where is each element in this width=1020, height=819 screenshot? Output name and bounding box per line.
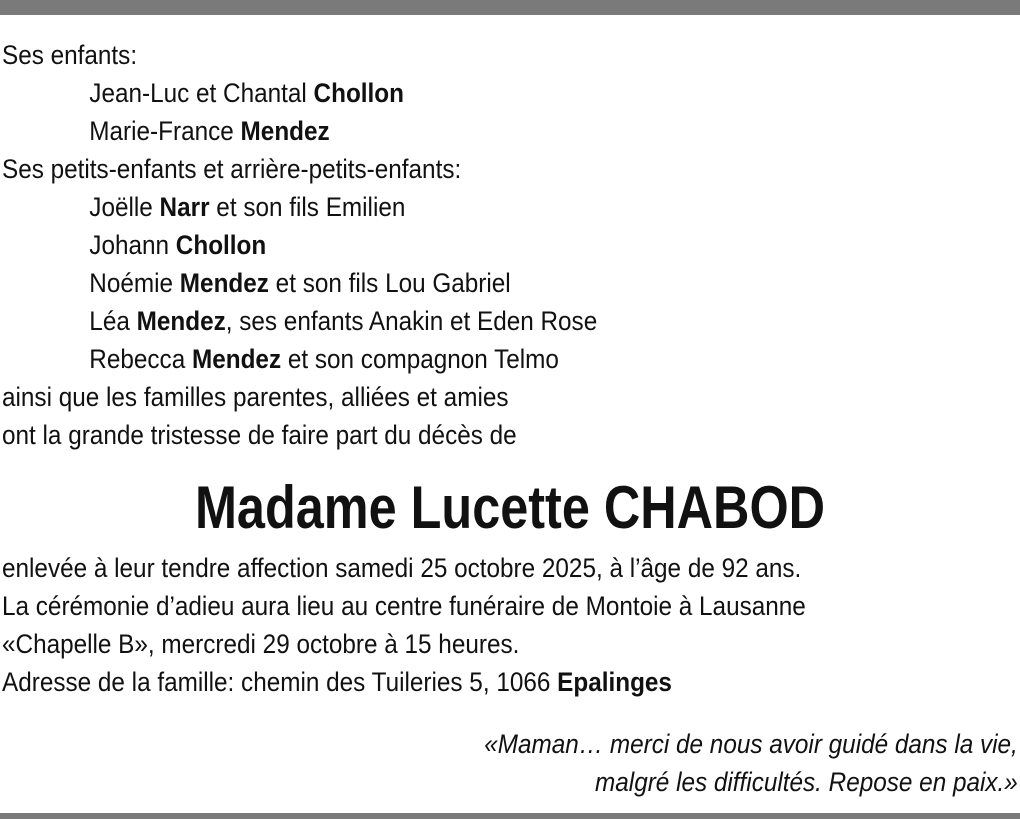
ceremony-line: «Chapelle B», mercredi 29 octobre à 15 heures.: [2, 629, 520, 659]
grandchild-note: , ses enfants Anakin et Eden Rose: [225, 306, 598, 336]
bottom-rule: [0, 813, 1020, 819]
grandchild-note: et son fils Emilien: [216, 192, 406, 222]
grandchild-family-name: Chollon: [175, 230, 267, 260]
deceased-name: Madame Lucette CHABOD: [194, 474, 826, 541]
child-family-name: Mendez: [240, 116, 330, 146]
child-entry: [2, 112, 916, 150]
grandchild-entry: [2, 340, 916, 378]
grandchild-entry: [2, 264, 916, 302]
grandchild-given-name: Johann: [89, 230, 170, 260]
families-line: ainsi que les familles parentes, alliées et amies: [2, 382, 509, 412]
grandchild-family-name: Mendez: [179, 268, 269, 298]
address-city: Epalinges: [557, 667, 672, 697]
grandchild-family-name: Narr: [159, 192, 210, 222]
passing-line: enlevée à leur tendre affection samedi 25 octobre 2025, à l’âge de 92 ans.: [2, 553, 802, 583]
grandchild-given-name: Léa: [89, 306, 130, 336]
grandchild-given-name: Rebecca: [89, 344, 186, 374]
child-given-name: Marie-France: [89, 116, 234, 146]
grandchildren-heading: Ses petits-enfants et arrière-petits-enfants:: [2, 154, 462, 184]
grandchild-note: et son fils Lou Gabriel: [275, 268, 511, 298]
memorial-quote: [425, 725, 1018, 801]
grandchild-entry: [2, 226, 916, 264]
grandchild-given-name: Joëlle: [89, 192, 153, 222]
grandchild-given-name: Noémie: [89, 268, 174, 298]
family-address: [2, 663, 916, 701]
quote-line: «Maman… merci de nous avoir guidé dans la vie,: [484, 729, 1018, 759]
quote-line: malgré les difficultés. Repose en paix.»: [595, 767, 1018, 797]
grandchild-entry: [2, 188, 916, 226]
children-heading: Ses enfants:: [2, 40, 138, 70]
details-section: [2, 549, 1018, 701]
announcement-line: ont la grande tristesse de faire part du décès de: [2, 420, 517, 450]
ceremony-line: La cérémonie d’adieu aura lieu au centre funéraire de Montoie à Lausanne: [2, 591, 806, 621]
grandchild-family-name: Mendez: [191, 344, 282, 374]
grandchild-family-name: Mendez: [136, 306, 226, 336]
child-entry: [2, 74, 916, 112]
child-given-name: Jean-Luc et Chantal: [89, 78, 307, 108]
grandchild-entry: [2, 302, 916, 340]
address-text: Adresse de la famille: chemin des Tuileries 5, 1066: [2, 667, 551, 697]
child-family-name: Chollon: [313, 78, 404, 108]
top-rule: [0, 0, 1020, 15]
grandchild-note: et son compagnon Telmo: [287, 344, 559, 374]
survivors-section: [2, 36, 1018, 454]
